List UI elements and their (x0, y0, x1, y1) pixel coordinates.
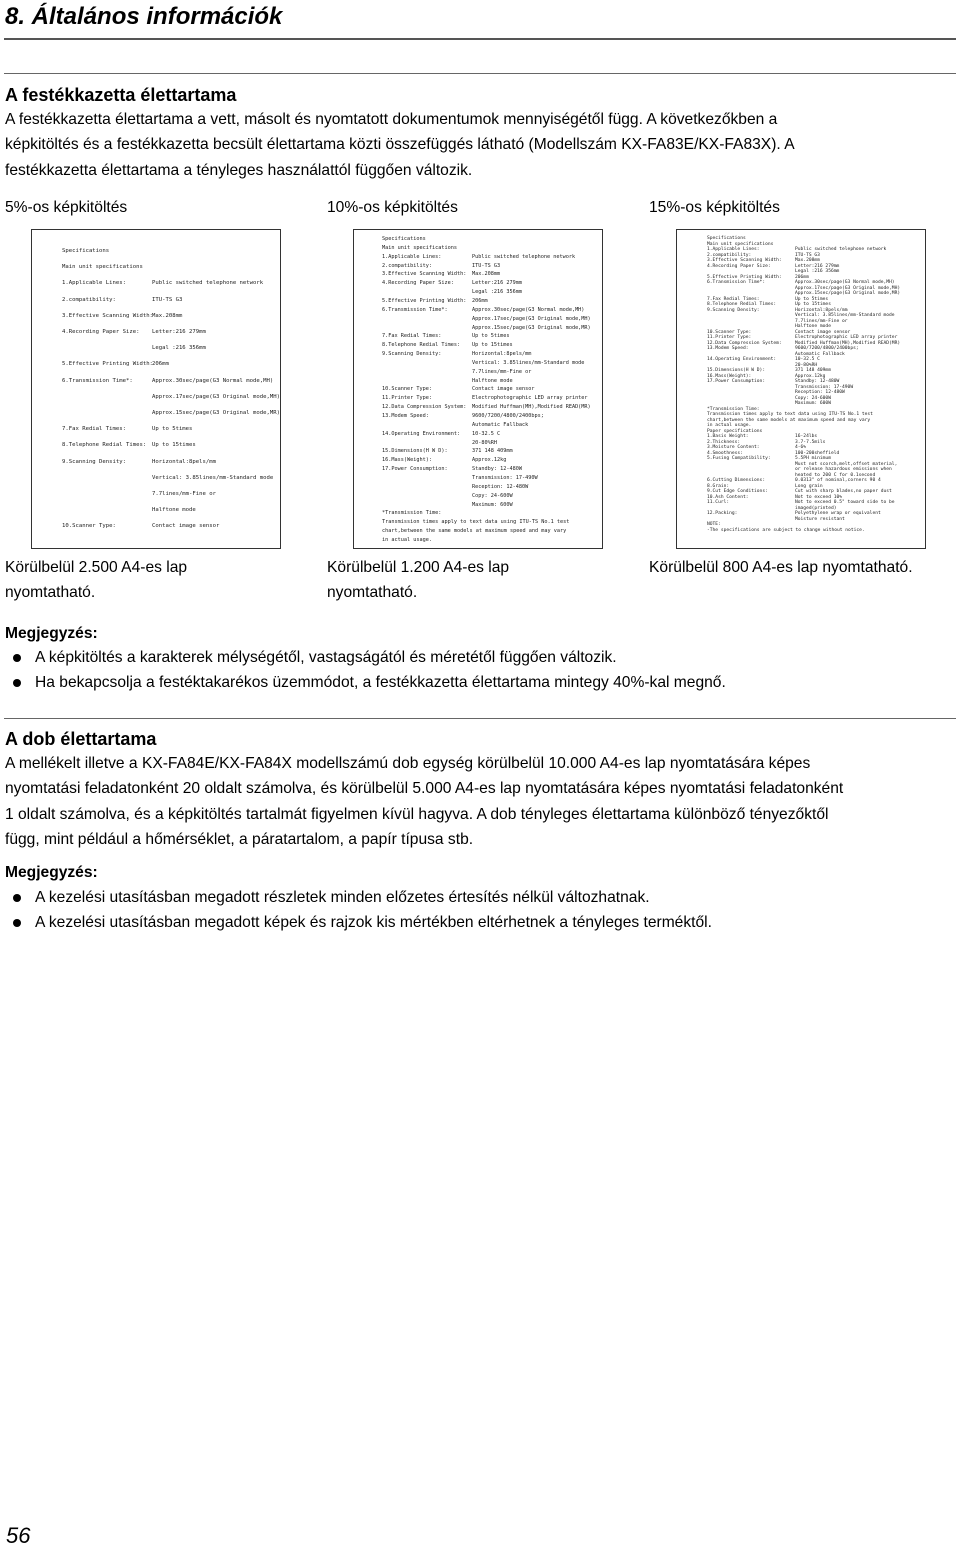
spec-row (707, 528, 921, 534)
spec-value: 7.7lines/mm-Fine or (795, 318, 848, 324)
spec-label: 3.Effective Scanning Width: (707, 258, 782, 263)
spec-label: in actual usage. (382, 536, 432, 543)
spec-label: 1.Basis Weight: (707, 434, 749, 439)
spec-value: Electrophotographic LED array printer (795, 335, 898, 340)
spec-label: 10.Scanner Type: (382, 386, 432, 393)
coverage-label-5: 5%-os képkitöltés (5, 199, 128, 216)
spec-row (382, 245, 598, 251)
spec-label: 1.Applicable Lines: (707, 247, 760, 252)
spec-value: Letter:216 279mm (152, 329, 206, 335)
result-line: Körülbelül 800 A4-es lap nyomtatható. (649, 559, 913, 576)
spec-label: Specifications (707, 236, 746, 241)
spec-value: 5.5PH minimum (795, 456, 831, 461)
spec-value: Modified Huffman(MH),Modified READ(MR) (472, 404, 591, 411)
spec-value: 206mm (472, 297, 488, 304)
spec-label: 4.Smoothness: (707, 450, 743, 456)
spec-row (382, 307, 598, 313)
spec-row (382, 298, 598, 304)
spec-row (382, 502, 598, 508)
spec-value: Public switched telephone network (472, 253, 576, 260)
spec-value: 20-80%RH (472, 439, 497, 446)
result-line: nyomtatható. (327, 584, 418, 601)
spec-row (382, 448, 598, 454)
spec-value: Automatic Fallback (472, 421, 529, 428)
spec-row (382, 431, 598, 437)
spec-value: Up to 5times (472, 333, 510, 340)
spec-label: 6.Transmission Time*: (62, 377, 133, 384)
spec-value: Halftone mode (795, 324, 831, 329)
toner-paragraph (5, 107, 955, 183)
spec-label: 15.Dimensions(H W D): (707, 368, 766, 373)
paragraph-line: A festékkazetta élettartama a vett, másolt és nyomtatott dokumentumok mennyiségétől függ. A következőkben a (5, 111, 778, 128)
spec-row (382, 369, 598, 375)
spec-value: Approx.12kg (472, 457, 507, 464)
section-rule-toner (4, 73, 956, 74)
spec-value: 20-80%RH (795, 362, 818, 368)
spec-row (382, 360, 598, 366)
paragraph-line: festékkazetta élettartama a tényleges használattól függően változik. (5, 161, 473, 179)
spec-label: 12.Data Compression System: (382, 404, 467, 411)
paragraph-line: képkitöltés és a festékkazetta becsült élettartama közti összefüggés látható (Modellszám KX-FA83E/KX-FA83X). A (5, 136, 795, 154)
spec-row (382, 510, 598, 516)
spec-value: 7.7lines/mm-Fine or (152, 491, 216, 497)
spec-label: 17.Power Consumption: (707, 379, 766, 384)
sample-sheet-15 (676, 229, 926, 549)
sample-sheet-10 (353, 229, 603, 549)
spec-label: 16.Mass(Weight): (382, 457, 432, 464)
spec-label: 1.Applicable Lines: (382, 253, 442, 260)
spec-value: Automatic Fallback (795, 351, 845, 357)
spec-label: 13.Modem Speed: (707, 346, 749, 351)
note-item: A képkitöltés a karakterek mélységétől, vastagságától és méretétől függően változik. (5, 645, 726, 670)
note-item: A kezelési utasításban megadott képek és rajzok kis mértékben eltérhetnek a tényleges terméktől. (5, 910, 712, 935)
section-rule-drum (4, 718, 956, 719)
spec-value: Long grain (795, 483, 823, 489)
spec-row (62, 280, 276, 287)
spec-value: Public switched telephone network (152, 280, 264, 287)
spec-value: Approx.15sec/page(G3 Original mode,MR) (152, 410, 280, 416)
spec-value: Max.208mm (795, 258, 820, 263)
spec-value: Approx.30sec/page(G3 Normal mode,MH) (152, 377, 274, 384)
spec-value: Approx.17sec/page(G3 Original mode,MH) (795, 285, 901, 291)
page-title: 8. Általános információk (5, 3, 283, 30)
spec-value: ITU-TS G3 (795, 252, 820, 258)
paragraph-line: A mellékelt illetve a KX-FA84E/KX-FA84X modellszámú dob egység körülbelül 10.000 A4-es lap nyomtatására képes (5, 755, 811, 772)
spec-label: 9.Scanning Density: (382, 351, 442, 358)
spec-label: 4.Recording Paper Size: (62, 329, 140, 335)
spec-label: Specifications (382, 236, 426, 242)
spec-row (62, 248, 276, 255)
spec-label: 9.Scanning Density: (707, 307, 760, 313)
spec-row (382, 236, 598, 242)
spec-value: 371 148 409mm (472, 448, 513, 455)
spec-label: 3.Effective Scanning Width: (62, 312, 153, 319)
spec-row (382, 440, 598, 446)
spec-value: 9600/7200/4800/2400bps; (472, 413, 544, 419)
spec-value: 3.7-7.5mils (795, 439, 826, 445)
note-list-drum (5, 885, 712, 936)
spec-value: Copy: 24-600W (795, 395, 831, 401)
coverage-result-5 (5, 555, 187, 605)
paragraph-line: 1 oldalt számolva, és a képkitöltés tartalmát figyelmen kívül hagyva. A dob tényleges élettartama különböző tényezőktől (5, 805, 829, 823)
spec-label: 6.Transmission Time*: (707, 280, 766, 285)
spec-value: Contact image sensor (152, 523, 220, 530)
note-title-drum: Megjegyzés: (5, 864, 98, 881)
spec-row (382, 422, 598, 428)
spec-label: Paper specifications (707, 428, 763, 434)
spec-value: 206mm (795, 274, 809, 280)
spec-value: 206mm (152, 361, 169, 368)
spec-label: 15.Dimensions(H W D): (382, 448, 448, 455)
spec-row (382, 263, 598, 269)
spec-label: Specifications (62, 248, 110, 254)
spec-label: Main unit specifications (62, 264, 143, 271)
spec-label: 5.Effective Printing Width: (707, 274, 782, 280)
spec-value: ITU-TS G3 (472, 262, 501, 269)
spec-row (382, 378, 598, 384)
spec-label: 3.Moisture Content: (707, 445, 760, 450)
spec-value: Vertical: 3.85lines/mm-Standard mode (472, 359, 585, 366)
result-line: nyomtatható. (5, 584, 96, 601)
spec-value: Halftone mode (472, 377, 513, 384)
header-rule (4, 38, 956, 40)
note-list-toner (5, 645, 726, 696)
coverage-result-10 (327, 555, 509, 605)
spec-label: Transmission times apply to text data using ITU-TS No.1 test (707, 412, 873, 417)
coverage-label-10: 10%-os képkitöltés (327, 199, 458, 216)
spec-row (382, 316, 598, 322)
spec-label: 14.Operating Environment: (382, 430, 461, 437)
spec-row (382, 325, 598, 331)
spec-value: Horizontal:8pels/mm (795, 307, 848, 313)
spec-value: Standby: 12-480W (472, 466, 522, 473)
spec-label: 9.Cut Edge Conditions: (707, 489, 768, 494)
spec-value: Approx.12kg (795, 373, 826, 379)
spec-value: Electrophotographic LED array printer (472, 395, 588, 402)
spec-label: in actual usage. (707, 423, 752, 428)
spec-row (382, 254, 598, 260)
spec-value: Transmission: 17-490W (795, 384, 854, 390)
spec-value: Contact image sensor (472, 386, 535, 393)
spec-value: Approx.17sec/page(G3 Original mode,MH) (472, 315, 591, 322)
spec-row (382, 404, 598, 410)
spec-label: 9.Scanning Density: (62, 458, 126, 465)
spec-label: 5.Effective Printing Width: (382, 297, 467, 304)
spec-label: Transmission times apply to text data using ITU-TS No.1 test (382, 519, 570, 526)
spec-label: 7.Fax Redial Times: (62, 426, 126, 433)
spec-row (62, 393, 280, 401)
drum-paragraph (5, 751, 955, 853)
spec-value: 371 148 409mm (795, 368, 831, 373)
paragraph-line: függ, mint például a hőmérséklet, a páratartalom, a papír típusa stb. (5, 831, 474, 849)
spec-label: *Transmission Time: (707, 406, 760, 412)
drum-heading: A dob élettartama (5, 729, 157, 749)
spec-value: Not to exceed 10% (795, 494, 843, 500)
spec-label: 8.Telephone Redial Times: (707, 302, 777, 307)
spec-row (382, 484, 598, 490)
spec-label: 13.Modem Speed: (382, 413, 429, 419)
spec-row (382, 413, 598, 419)
spec-row (382, 333, 598, 339)
spec-value: Copy: 24-600W (472, 492, 513, 499)
spec-value: 4-6% (795, 445, 807, 450)
spec-row (62, 410, 280, 417)
spec-label: 8.Grain: (707, 483, 730, 489)
spec-value: Approx.15sec/page(G3 Original mode,MR) (472, 324, 591, 331)
spec-value: Cut with sharp blades,no paper dust (795, 489, 892, 494)
spec-value: 7.7lines/mm-Fine or (472, 368, 532, 375)
sample-sheet-5 (31, 229, 281, 549)
spec-row (62, 442, 276, 449)
spec-label: 10.Scanner Type: (62, 523, 116, 530)
spec-row (382, 395, 598, 401)
spec-value: Horizontal:8pels/mm (472, 351, 532, 358)
spec-value: Transmission: 17-490W (472, 474, 538, 481)
spec-value: Approx.30sec/page(G3 Normal mode,MH) (472, 306, 585, 313)
spec-value: Reception: 12-480W (472, 483, 529, 490)
spec-value: Standby: 12-480W (795, 379, 840, 384)
spec-row (382, 342, 598, 348)
spec-value: Up to 15times (472, 342, 513, 349)
spec-label: 7.Fax Redial Times: (707, 296, 760, 302)
spec-row (382, 519, 598, 525)
spec-row (62, 523, 276, 530)
spec-value: Legal :216 356mm (472, 289, 522, 296)
spec-value: Vertical: 3.85lines/mm-Standard mode (152, 474, 274, 481)
page-number: 56 (6, 1523, 31, 1548)
spec-value: Horizontal:8pels/mm (152, 458, 216, 465)
result-line: Körülbelül 2.500 A4-es lap (5, 559, 188, 576)
coverage-result-15 (649, 555, 913, 580)
coverage-label-15: 15%-os képkitöltés (649, 199, 780, 216)
spec-row (382, 537, 598, 543)
spec-value: Approx.15sec/page(G3 Original mode,MR) (795, 291, 901, 296)
spec-value: Halftone mode (152, 507, 196, 514)
spec-row (62, 313, 276, 320)
spec-value: Polyethylene wrap or equivalent (795, 511, 881, 516)
spec-value: Public switched telephone network (795, 247, 887, 252)
spec-value: 16-24lbs (795, 434, 818, 439)
spec-value: Contact image sensor (795, 329, 851, 335)
spec-label: 6.Cutting Dimensions: (707, 478, 766, 483)
spec-value: Approx.17sec/page(G3 Original mode,MH) (152, 393, 280, 400)
spec-value: Up to 5times (152, 426, 193, 433)
spec-row (62, 475, 276, 482)
spec-label: 2.compatibility: (382, 262, 432, 269)
spec-row (382, 289, 598, 295)
spec-label: 16.Mass(Weight): (707, 373, 752, 379)
result-line: Körülbelül 1.200 A4-es lap (327, 559, 510, 576)
spec-value: or release hazardous emissions when (795, 467, 892, 472)
spec-label: 17.Power Consumption: (382, 466, 448, 473)
spec-label: 11.Printer Type: (382, 395, 432, 402)
spec-row (62, 329, 276, 336)
spec-label: NOTE: (707, 522, 721, 527)
spec-label: 12.Packing: (707, 511, 738, 516)
spec-value: 10-32.5 C (795, 357, 820, 362)
spec-label: 10.Scanner Type: (707, 329, 752, 335)
spec-label: 14.Operating Environment: (707, 357, 777, 362)
spec-label: 8.Telephone Redial Times: (382, 342, 461, 349)
spec-label: chart,between the same models at maximum speed and may vary (382, 528, 567, 535)
spec-value: Up to 5times (795, 296, 829, 302)
spec-label: chart,between the same models at maximum speed and may vary (707, 417, 871, 423)
spec-value: Maximum: 600W (795, 401, 831, 406)
spec-value: Max.208mm (472, 271, 501, 278)
spec-row (382, 493, 598, 499)
spec-value: 100-200sheffield (795, 450, 840, 456)
spec-row (382, 351, 598, 357)
spec-label: 2.Thickness: (707, 439, 741, 445)
note-item: Ha bekapcsolja a festéktakarékos üzemmódot, a festékkazetta élettartama mintegy 40%-kal megnő. (5, 670, 726, 695)
spec-label: 11.Printer Type: (707, 335, 752, 340)
spec-value: Maximum: 600W (472, 501, 513, 508)
spec-value: Not to exceed 0.5" toward side to be (795, 500, 895, 505)
note-title-toner: Megjegyzés: (5, 625, 98, 642)
spec-value: Vertical: 3.85lines/mm-Standard mode (795, 313, 895, 318)
spec-value: heated to 200 C for 0.1second (795, 472, 876, 478)
spec-row (382, 386, 598, 392)
spec-label: 6.Transmission Time*: (382, 306, 448, 313)
spec-label: 8.Telephone Redial Times: (62, 442, 147, 449)
spec-label: 5.Effective Printing Width: (62, 361, 153, 368)
spec-value: 9600/7200/4800/2400bps; (795, 346, 859, 351)
spec-row (62, 507, 276, 514)
spec-label: 4.Recording Paper Size: (382, 280, 454, 287)
spec-row (382, 528, 598, 534)
spec-label: 1.Applicable Lines: (62, 280, 126, 287)
spec-row (382, 475, 598, 481)
spec-label: *Transmission Time: (382, 510, 442, 517)
spec-row (62, 426, 276, 433)
spec-label: 7.Fax Redial Times: (382, 333, 442, 340)
spec-label: 2.compatibility: (62, 296, 116, 303)
spec-row (62, 297, 276, 304)
spec-label: 2.compatibility: (707, 252, 752, 258)
spec-row (382, 271, 598, 277)
spec-row (62, 378, 276, 385)
spec-value: imaged(printed) (795, 505, 837, 511)
spec-label: Main unit specifications (707, 241, 774, 247)
note-item: A kezelési utasításban megadott részletek minden előzetes értesítés nélkül változhatnak. (5, 885, 712, 910)
spec-value: Reception: 12-480W (795, 390, 845, 395)
paragraph-line: nyomtatási feladatonként 20 oldalt számolva, és körülbelül 5.000 A4-es lap nyomtatására képes nyomtatási feladatonként (5, 780, 844, 798)
spec-row (62, 345, 276, 352)
spec-label: 10.Ash Content: (707, 494, 749, 500)
spec-value: Must not scorch,melt,offset material, (795, 461, 898, 467)
spec-value: Modified Huffman(MH),Modified READ(MR) (795, 340, 901, 346)
spec-row (62, 459, 276, 466)
spec-label: Main unit specifications (382, 244, 457, 251)
spec-row (62, 491, 276, 498)
toner-heading: A festékkazetta élettartama (5, 85, 237, 105)
spec-row (382, 466, 598, 472)
spec-row (382, 457, 598, 463)
spec-value: Letter:216 279mm (795, 263, 840, 269)
spec-value: Moisture resistant (795, 516, 845, 522)
spec-value: Up to 15times (795, 302, 831, 307)
spec-value: Legal :216 356mm (152, 345, 206, 352)
spec-label: 3.Effective Scanning Width: (382, 271, 467, 278)
spec-label: 12.Data Compression System: (707, 340, 782, 346)
spec-row (382, 280, 598, 286)
spec-label: 11.Curl: (707, 500, 730, 505)
spec-value: ITU-TS G3 (152, 296, 183, 303)
spec-value: 10-32.5 C (472, 430, 501, 437)
spec-label: -The specifications are subject to change without notice. (707, 527, 865, 533)
spec-value: Legal :216 356mm (795, 269, 840, 274)
spec-label: 4.Recording Paper Size: (707, 263, 771, 269)
spec-value: 0.0313" of nominal,corners 90 4 (795, 478, 881, 483)
spec-label: 5.Fusing Compatibility: (707, 456, 771, 461)
spec-value: Up to 15times (152, 442, 196, 449)
spec-row (62, 361, 276, 368)
spec-row (62, 264, 276, 271)
spec-value: Approx.30sec/page(G3 Normal mode,MH) (795, 280, 895, 285)
spec-value: Letter:216 279mm (472, 280, 522, 287)
spec-value: Max.208mm (152, 312, 183, 319)
